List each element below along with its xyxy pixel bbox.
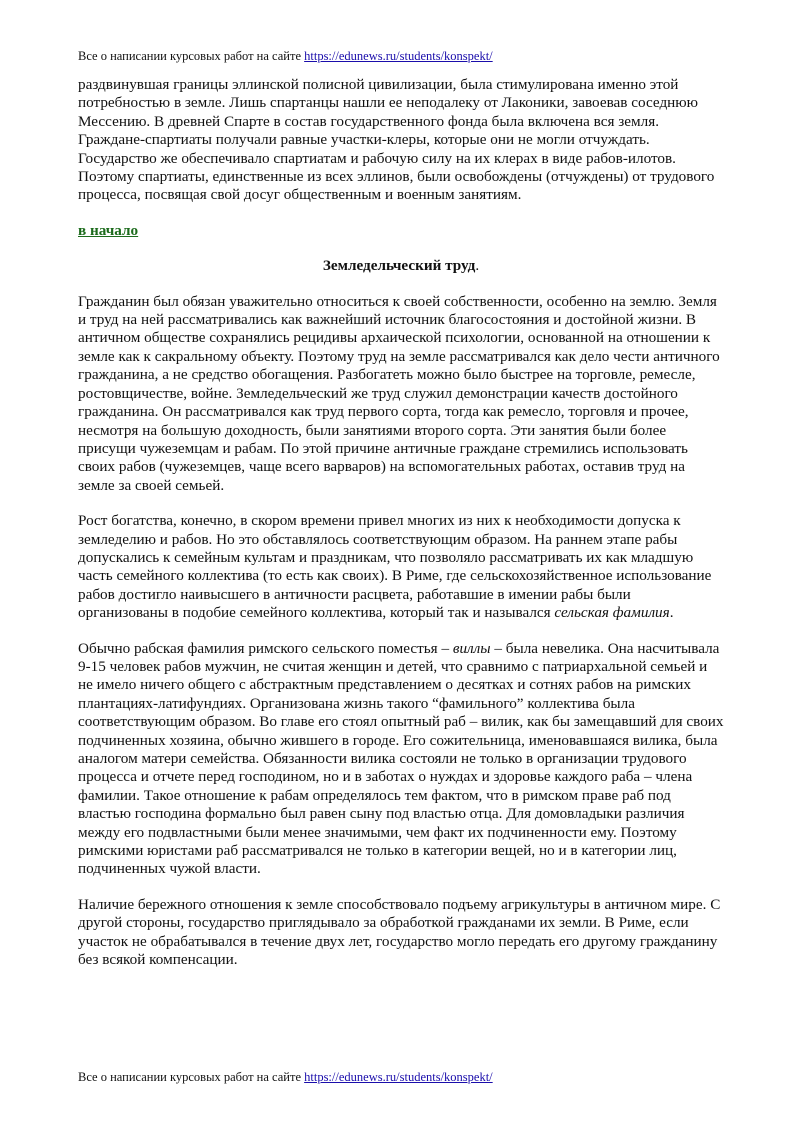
paragraph-3-emphasis: виллы xyxy=(452,639,491,657)
document-body xyxy=(78,76,724,986)
paragraph-intro: раздвинувшая границы эллинской полисной цивилизации, была стимулирована именно этой потребностью в земле. Лишь спартанцы нашли ее неподалеку от Лаконики, завоевав соседнюю Мессению. В древней Спарте в состав государственного фонда была включена вся земля. Граждане-спартиаты получали равные участки-клеры, которые они не могли отчуждать. Государство же обеспечивало спартиатам и рабочую силу на их клерах в виде рабов-илотов. Поэтому спартиаты, единственные из всех эллинов, были освобождены (отчуждены) от трудового процесса, посвящая свой досуг общественным и военным занятиям. xyxy=(78,76,715,204)
page-footer xyxy=(78,1069,493,1085)
footer-link[interactable]: https://edunews.ru/students/konspekt/ xyxy=(304,1070,493,1084)
paragraph-4: Наличие бережного отношения к земле способствовало подъему агрикультуры в античном мире. С другой стороны, государство приглядывало за обработкой гражданами их земли. В Риме, если участок не обрабатывался в течение двух лет, государство могло передать его другому гражданину без всякой компенсации. xyxy=(78,895,721,969)
paragraph-3 xyxy=(78,640,724,879)
section-title-text: Земледельческий труд xyxy=(322,257,476,275)
page-header xyxy=(78,48,493,64)
paragraph-2-end: . xyxy=(669,604,674,622)
paragraph-3-start: Обычно рабская фамилия римского сельского поместья – xyxy=(78,639,453,657)
paragraph-3-text: – была невелика. Она насчитывала 9-15 человек рабов мужчин, не считая женщин и детей, что сравнимо с патриархальной семьей и не имело ничего общего с абстрактным представлением о десятках и сотнях рабов на римских плантациях-латифундиях. Организована жизнь такого “фамильного” коллектива была соответствующим образом. Во главе его стоял опытный раб – вилик, как бы замещавший для своих подчиненных хозяина, обычно жившего в городе. Его сожительница, именовавшаяся вилика, была аналогом матери семейства. Обязанности вилика состояли не только в организации трудового процесса и отчете перед господином, но и в заботах о нуждах и здоровье каждого раба – члена фамилии. Такое отношение к рабам определялось тем фактом, что в римском праве раб под властью господина формально был равен сыну под властью отца. Для домовладыки различия между его подвластными были менее значимыми, чем факт их подчиненности ему. Поэтому римскими юристами раб рассматривался не только в категории вещей, но и в категории лиц, подчиненных чужой власти. xyxy=(78,639,724,878)
paragraph-2-text: Рост богатства, конечно, в скором времени привел многих из них к необходимости допуска к земледелию и рабов. Но это обставлялось соответствующим образом. На раннем этапе рабы допускались к семейным культам и праздникам, что позволяло рассматривать их как младшую часть семейного коллектива (то есть как своих). В Риме, где сельскохозяйственное использование рабов достигло наивысшего в античности расцвета, работавшие в имении рабы были организованы в подобие семейного коллектива, который так и назывался xyxy=(78,512,712,622)
header-link[interactable]: https://edunews.ru/students/konspekt/ xyxy=(304,49,493,63)
header-text: Все о написании курсовых работ на сайте xyxy=(78,49,305,63)
paragraph-2-emphasis: сельская фамилия xyxy=(554,604,670,622)
section-title-dot: . xyxy=(475,257,480,275)
footer-text: Все о написании курсовых работ на сайте xyxy=(78,1070,305,1084)
paragraph-1: Гражданин был обязан уважительно относиться к своей собственности, особенно на землю. Земля и труд на ней рассматривались как важнейший источник благосостояния и достойной жизни. В античном обществе сохранялись рецидивы архаической психологии, основанной на отношении к земле как к сакральному объекту. Поэтому труд на земле рассматривался как дело чести античного гражданина, а не средство обогащения. Разбогатеть можно было быстрее на торговле, ремесле, ростовщичестве, войне. Земледельческий же труд служил демонстрации качеств достойного гражданина. Он рассматривался как труд первого сорта, тогда как ремесло, торговля и прочее, несмотря на большую доходность, были занятиями второго сорта. Эти занятия были более присущи чужеземцам и рабам. По этой причине античные граждане стремились использовать своих рабов (чужеземцев, чаще всего варваров) на вспомогательных работах, оставив труд на земле за своей семьей. xyxy=(78,292,720,494)
section-title xyxy=(78,257,724,275)
back-to-top xyxy=(78,222,724,240)
back-to-top-link[interactable]: в начало xyxy=(78,221,139,239)
paragraph-2 xyxy=(78,512,724,622)
